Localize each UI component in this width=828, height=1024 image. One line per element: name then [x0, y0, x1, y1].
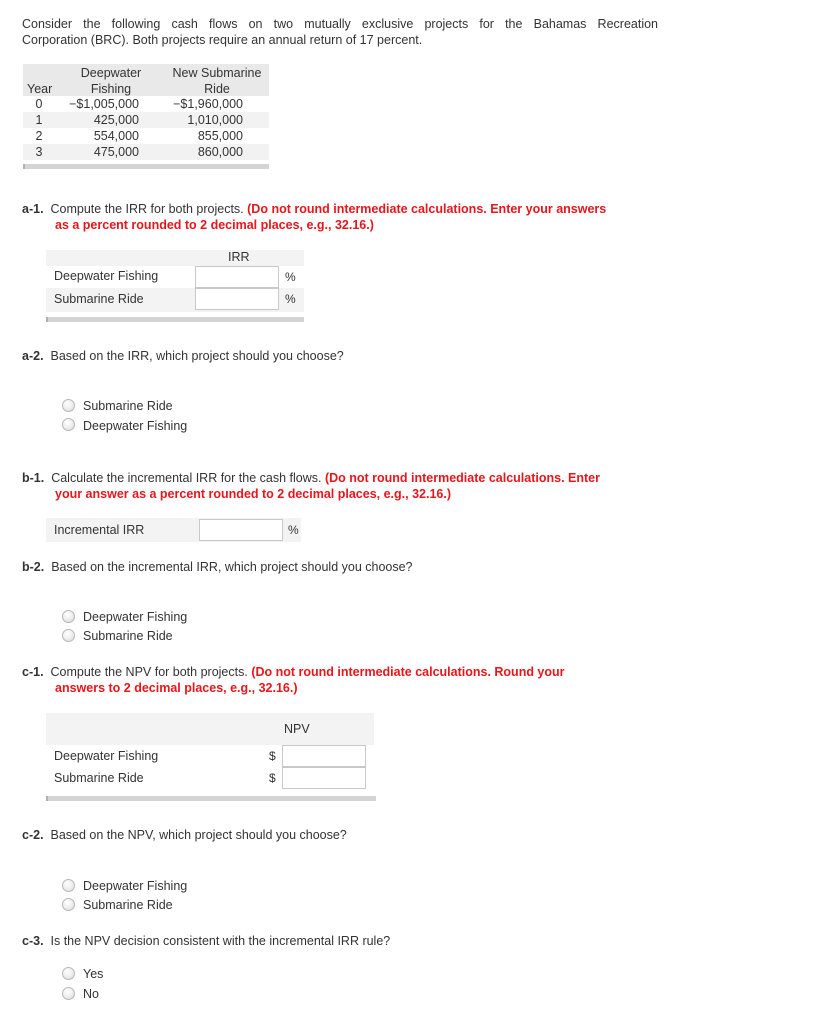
- table-row: [46, 288, 304, 310]
- radio-deepwater-fishing[interactable]: [62, 879, 75, 892]
- question-c3: [22, 933, 390, 949]
- radio-label: Deepwater Fishing: [83, 879, 188, 893]
- deepwater-cash-flow: 425,000: [93, 113, 139, 127]
- row-label: Deepwater Fishing: [54, 269, 159, 283]
- problem-statement: [22, 16, 658, 48]
- question-number: c-3.: [22, 934, 44, 948]
- row-label: Submarine Ride: [54, 292, 144, 306]
- radio-label: Yes: [83, 967, 104, 981]
- question-b1: [22, 470, 662, 502]
- radio-label: Submarine Ride: [83, 629, 173, 643]
- year-cell: 1: [35, 113, 43, 127]
- percent-unit: %: [285, 270, 296, 284]
- submarine-irr-input[interactable]: [195, 288, 279, 310]
- question-text: Is the NPV decision consistent with the incremental IRR rule?: [50, 934, 391, 948]
- deepwater-npv-input[interactable]: [282, 745, 366, 767]
- incremental-irr-row: [46, 518, 301, 542]
- question-number: a-2.: [22, 349, 44, 363]
- deepwater-irr-input[interactable]: [195, 266, 279, 288]
- instruction-cont: answers to 2 decimal places, e.g., 32.16.): [55, 681, 298, 695]
- submarine-cash-flow: 1,010,000: [187, 113, 243, 127]
- row-label: Deepwater Fishing: [54, 749, 159, 763]
- question-text: Based on the incremental IRR, which project should you choose?: [51, 560, 413, 574]
- submarine-cash-flow: −$1,960,000: [173, 97, 243, 111]
- intro-line-1: Consider the following cash flows on two mutually exclusive projects for the Bahamas Recreation: [22, 17, 658, 31]
- year-cell: 2: [35, 129, 43, 143]
- row-label: Submarine Ride: [54, 771, 144, 785]
- radio-submarine-ride[interactable]: [62, 629, 75, 642]
- table-footer-bar: [46, 317, 304, 322]
- table-row: [46, 745, 374, 767]
- question-a1: [22, 201, 662, 233]
- year-cell: 0: [35, 97, 43, 111]
- submarine-header-line2: Ride: [204, 82, 230, 96]
- table-row: [46, 767, 374, 789]
- instruction: (Do not round intermediate calculations. Round your: [251, 665, 565, 679]
- radio-submarine-ride[interactable]: [62, 898, 75, 911]
- submarine-cash-flow: 860,000: [197, 145, 243, 159]
- percent-unit: %: [285, 292, 296, 306]
- instruction: (Do not round intermediate calculations. Enter your answers: [247, 202, 607, 216]
- question-c2: [22, 827, 347, 843]
- radio-submarine-ride[interactable]: [62, 399, 75, 412]
- question-text: Compute the NPV for both projects.: [50, 665, 248, 679]
- table-row: [23, 144, 269, 160]
- submarine-npv-input[interactable]: [282, 767, 366, 789]
- deepwater-header-line2: Fishing: [90, 82, 132, 96]
- radio-label: Deepwater Fishing: [83, 419, 188, 433]
- table-row: [46, 266, 304, 288]
- intro-line-2: Corporation (BRC). Both projects require an annual return of 17 percent.: [22, 33, 423, 47]
- cash-flow-table-header: [23, 64, 269, 96]
- radio-deepwater-fishing[interactable]: [62, 418, 75, 431]
- deepwater-cash-flow: −$1,005,000: [69, 97, 139, 111]
- table-footer-bar: [23, 164, 269, 169]
- year-header: Year: [27, 82, 53, 96]
- dollar-unit: $: [269, 771, 276, 785]
- deepwater-cash-flow: 554,000: [93, 129, 139, 143]
- radio-label: Submarine Ride: [83, 898, 173, 912]
- irr-answer-table: [46, 250, 304, 312]
- table-footer-bar: [46, 796, 376, 801]
- question-number: c-1.: [22, 665, 44, 679]
- deepwater-cash-flow: 475,000: [93, 145, 139, 159]
- radio-no[interactable]: [62, 987, 75, 1000]
- submarine-cash-flow: 855,000: [197, 129, 243, 143]
- table-row: [23, 96, 269, 112]
- npv-column-header: NPV: [284, 722, 310, 736]
- question-a2: [22, 348, 344, 364]
- radio-label: No: [83, 987, 99, 1001]
- radio-deepwater-fishing[interactable]: [62, 610, 75, 623]
- submarine-header-line1: New Submarine: [172, 66, 262, 80]
- irr-column-header: IRR: [228, 250, 250, 264]
- question-c1: [22, 664, 658, 696]
- question-text: Based on the IRR, which project should you choose?: [50, 349, 344, 363]
- row-label: Incremental IRR: [54, 523, 145, 537]
- question-number: c-2.: [22, 828, 44, 842]
- percent-unit: %: [288, 523, 299, 537]
- npv-table-header: [46, 713, 374, 745]
- table-row: [23, 112, 269, 128]
- question-text: Calculate the incremental IRR for the cash flows.: [51, 471, 322, 485]
- dollar-unit: $: [269, 749, 276, 763]
- question-text: Based on the NPV, which project should you choose?: [50, 828, 347, 842]
- year-cell: 3: [35, 145, 43, 159]
- radio-label: Submarine Ride: [83, 399, 173, 413]
- question-b2: [22, 559, 413, 575]
- instruction-cont: as a percent rounded to 2 decimal places, e.g., 32.16.): [55, 218, 374, 232]
- radio-yes[interactable]: [62, 967, 75, 980]
- deepwater-header-line1: Deepwater: [80, 66, 142, 80]
- instruction-cont: your answer as a percent rounded to 2 decimal places, e.g., 32.16.): [55, 487, 451, 501]
- table-row: [23, 128, 269, 144]
- question-text: Compute the IRR for both projects.: [50, 202, 244, 216]
- question-number: b-2.: [22, 560, 45, 574]
- radio-label: Deepwater Fishing: [83, 610, 188, 624]
- instruction: (Do not round intermediate calculations. Enter: [324, 471, 600, 485]
- question-number: b-1.: [22, 471, 45, 485]
- cash-flow-table: [23, 64, 269, 169]
- incremental-irr-input[interactable]: [199, 519, 283, 541]
- question-number: a-1.: [22, 202, 44, 216]
